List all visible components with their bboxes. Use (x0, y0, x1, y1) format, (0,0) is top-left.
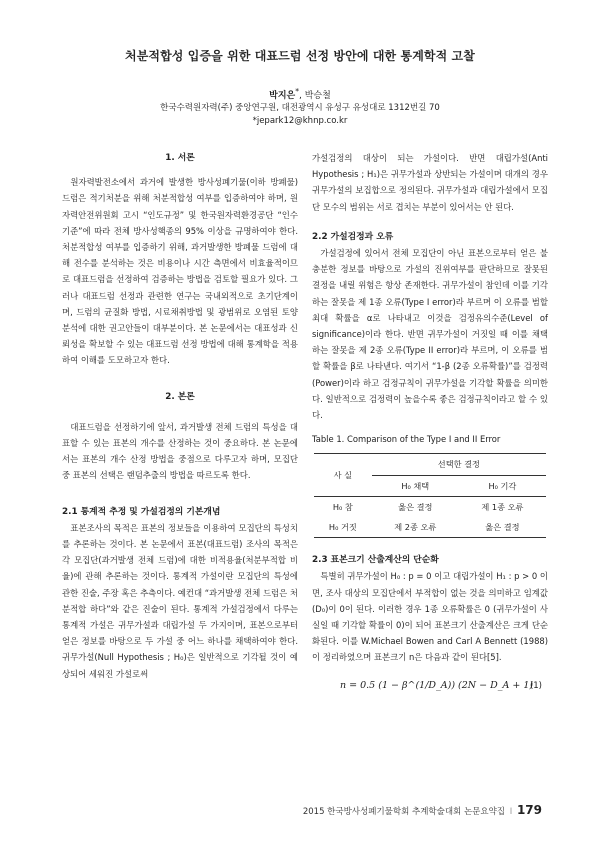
sample-size-equation: n = 0.5 (1 − β^(1/D_A)) (2N − D_A + 1) (340, 679, 534, 691)
conference-name: 2015 한국방사성폐기물학회 추계학술대회 논문요약집 (302, 807, 506, 817)
section-1-paragraph: 원자력발전소에서 과거에 발생한 방사성폐기물(이하 방폐물) 드럼은 적기처분을 위해 처분적합성 여부를 입증하여야 하며, 원자력안전위원회 고시 “인도규정” 및 한국원자력환경공단 “인수기준”에 따라 전체 방사성핵종의 95% 이상을 규명하여야 한다. 처분적합성 여부를 입증하기 위해, 과거발생한 방폐물 드럼에 대해 전수를 분석하는 것은 비용이나 시간 측면에서 비효율적이므로 대표드럼을 선정하여 검증하는 방법을 검토할 필요가 있다. 그러나 대표드럼 선정과 관련한 연구는 국내외적으로 초기단계이며, 드럼의 균질화 방법, 시료채취방법 및 광범위로 오염된 토양분석에 대한 권고안들이 대부분이다. 본 논문에서는 대표성과 신뢰성을 확보할 수 있는 대표드럼 선정 방법에 대해 통계학을 적용하여 이해를 도모하고자 한다. (62, 177, 298, 366)
table-row-label: H₀ 거짓 (314, 517, 372, 538)
section-2-paragraph: 대표드럼을 선정하기에 앞서, 과거발생 전체 드럼의 특성을 대표할 수 있는 표본의 개수를 산정하는 것이 중요하다. 본 논문에서는 표본의 개수 산정 방법을 중점으로 다루고자 하며, 모집단 중 표본의 선택은 랜덤추출의 방법을 따르도록 한다. (62, 421, 298, 481)
author-other: 박승철 (304, 91, 331, 101)
author-email: *jepark12@khnp.co.kr (252, 116, 348, 126)
author-line (0, 87, 600, 101)
page-number: 179 (516, 803, 542, 817)
author-main: 박지은 (269, 91, 296, 101)
error-comparison-table (314, 453, 546, 538)
section-2-1-title: 2.1 통계적 추정 및 가설검정의 기본개념 (62, 506, 221, 517)
left-column (62, 150, 298, 682)
paper-title: 처분적합성 입증을 위한 대표드럼 선정 방안에 대한 통계학적 고찰 (125, 49, 475, 63)
equation-block (312, 678, 548, 694)
table-caption: Table 1. Comparison of the Type I and II Error (312, 434, 501, 445)
section-2-title: 2. 본론 (165, 391, 195, 402)
table-col-accept: H₀ 채택 (372, 475, 459, 496)
footer-separator: I (509, 807, 513, 817)
right-column (312, 150, 548, 694)
table-cell: 옳은 결정 (398, 501, 433, 512)
author-sep: , (299, 91, 305, 101)
table-col-reject: H₀ 기각 (459, 475, 546, 496)
author-mark: * (295, 87, 299, 96)
table-cell: 옳은 결정 (459, 517, 546, 538)
section-1-title: 1. 서론 (165, 153, 195, 163)
section-2-2-title: 2.2 가설검정과 오류 (312, 231, 394, 242)
table-cell: 제 1종 오류 (481, 501, 524, 512)
table-row-label: H₀ 참 (332, 501, 353, 512)
equation-number: (1) (529, 680, 542, 691)
table-cell: 제 2종 오류 (372, 517, 459, 538)
section-2-1-paragraph: 표본조사의 목적은 표본의 정보들을 이용하여 모집단의 특성치를 추론하는 것이다. 본 논문에서 표본(대표드럼) 조사의 목적은 각 모집단(과거발생 전체 드럼)에 대한 비적용율(처분부적합 비율)에 관해 추론하는 것이다. 통계적 가설이란 모집단의 특성에 관한 진술, 주장 혹은 추측이다. 예컨대 “과거발생 전체 드럼은 처분적합 하다”와 같은 진술이 된다. 통계적 가설검정에서 다루는 통계적 가설은 귀무가설과 대립가설 두 가지이며, 표본으로부터 얻은 정보를 바탕으로 두 가설 중 어느 하나를 채택하여야 한다. 귀무가설(Null Hypothesis ; H₀)은 일반적으로 기각될 것이 예상되어 세워진 가설로써 (62, 522, 298, 679)
continued-paragraph: 가설검정의 대상이 되는 가설이다. 반면 대립가설(Anti Hypothesis ; H₁)은 귀무가설과 상반되는 가설이며 대개의 경우 귀무가설의 보집합으로 정의된다. 귀무가설과 대립가설에서 모집단 모수의 범위는 서로 겹치는 부분이 있어서는 안 된다. (312, 153, 548, 212)
section-2-2-paragraph: 가설검정에 있어서 전체 모집단이 아닌 표본으로부터 얻은 불충분한 정보를 바탕으로 가설의 진위여부를 판단하므로 잘못된 결정을 내릴 위험은 항상 존재한다. 귀무가설이 참인데 이를 기각하는 잘못을 제 1종 오류(Type I error)라 부르며 이 오류를 범할 최대 확률을 α로 나타내고 이것을 검정유의수준(Level of significance)이라 한다. 반면 귀무가설이 거짓일 때 이를 채택하는 잘못을 제 2종 오류(Type II error)라 부르며, 이 오류를 범할 확률을 β로 나타낸다. 여기서 “1-β (2종 오류확률)”를 검정력(Power)이라 하고 검정규칙이 귀무가설을 기각할 확률을 의미한다. 일반적으로 검정력이 높을수록 좋은 검정규칙이라고 할 수 있다. (312, 248, 548, 421)
table-corner-cell: 사 실 (314, 454, 372, 496)
section-2-3-paragraph: 특별히 귀무가설이 H₀ : p = 0 이고 대립가설이 H₁ : p > 0 이면, 조사 대상의 모집단에서 부적합이 없는 것을 의미하고 임계값(D₀)이 0이 된다. 이러한 경우 1종 오류확률은 0 (귀무가설이 사실일 때 기각할 확률이 0)이 되어 표본크기 산출계산은 크게 단순화된다. 이를 W.Michael Bowen and Carl A Bennett (1988)이 정리하였으며 표본크기 n은 다음과 같이 된다[5]. (312, 571, 548, 663)
page-footer (303, 803, 542, 817)
table-decision-header: 선택한 결정 (372, 454, 546, 475)
section-2-3-title: 2.3 표본크기 산출계산의 단순화 (312, 555, 439, 566)
affiliation: 한국수력원자력(주) 중앙연구원, 대전광역시 유성구 유성대로 1312번길 70 (160, 103, 440, 113)
